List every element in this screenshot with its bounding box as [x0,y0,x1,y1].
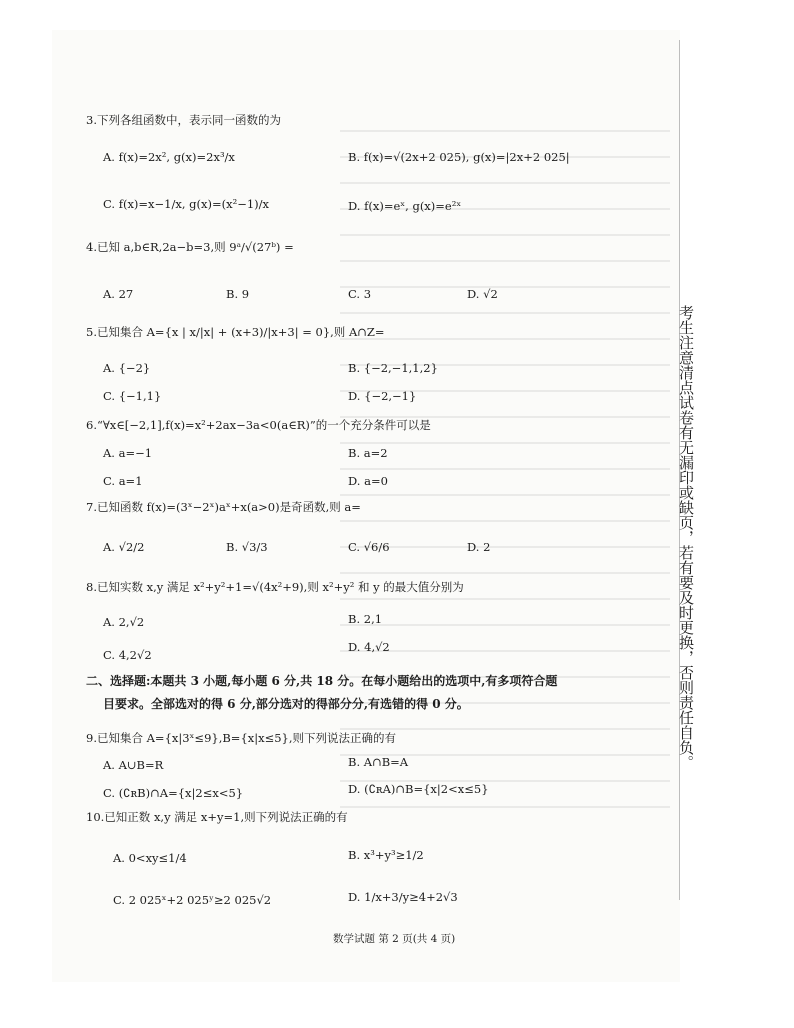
q8-option-b: B. 2,1 [348,612,383,626]
q9-option-d: D. (∁ʀA)∩B={x|2<x≤5} [348,782,489,796]
q5-option-d: D. {−2,−1} [348,389,417,403]
q3-stem: 3.下列各组函数中，表示同一函数的为 [86,113,281,127]
q10-stem: 10.已知正数 x,y 满足 x+y=1,则下列说法正确的有 [86,810,348,824]
q3-option-a: A. f(x)=2x², g(x)=2x³/x [103,150,235,164]
q9-option-a: A. A∪B=R [103,758,164,772]
q4-option-b: B. 9 [226,287,250,301]
q3-option-b: B. f(x)=√(2x+2 025), g(x)=|2x+2 025| [348,150,570,164]
q6-option-b: B. a=2 [348,446,388,460]
section-2-heading: 二、选择题:本题共 3 小题,每小题 6 分,共 18 分。在每小题给出的选项中,有多项符合题 [86,674,558,688]
q6-option-a: A. a=−1 [103,446,153,460]
q10-option-c: C. 2 025ˣ+2 025ʸ≥2 025√2 [113,893,272,907]
bleed-through-text [340,112,670,832]
q8-option-c: C. 4,2√2 [103,648,152,662]
q8-option-a: A. 2,√2 [103,615,145,629]
q4-option-d: D. √2 [467,287,498,301]
q10-option-b: B. x³+y³≥1/2 [348,848,424,862]
q3-option-d: D. f(x)=eˣ, g(x)=e²ˣ [348,199,462,213]
q4-option-c: C. 3 [348,287,372,301]
q5-stem: 5.已知集合 A={x | x/|x| + (x+3)/|x+3| = 0},则 A∩Z= [86,325,385,339]
q10-option-d: D. 1/x+3/y≥4+2√3 [348,890,458,904]
page-footer: 数学试题 第 2 页(共 4 页) [333,933,456,945]
q7-option-d: D. 2 [467,540,491,554]
q6-option-d: D. a=0 [348,474,388,488]
q8-option-d: D. 4,√2 [348,640,390,654]
q4-stem: 4.已知 a,b∈R,2a−b=3,则 9ᵃ/√(27ᵇ) = [86,240,294,254]
q10-option-a: A. 0<xy≤1/4 [113,851,187,865]
q9-option-b: B. A∩B=A [348,755,409,769]
q7-stem: 7.已知函数 f(x)=(3ˣ−2ˣ)aˣ+x(a>0)是奇函数,则 a= [86,500,361,514]
q7-option-c: C. √6/6 [348,540,390,554]
side-notice: 考生注意清点试卷有无漏印或缺页，若有要及时更换，否则责任自负。 [677,305,695,770]
q7-option-a: A. √2/2 [103,540,145,554]
q5-option-a: A. {−2} [103,361,151,375]
q9-stem: 9.已知集合 A={x|3ˣ≤9},B={x|x≤5},则下列说法正确的有 [86,731,397,745]
q3-option-c: C. f(x)=x−1/x, g(x)=(x²−1)/x [103,197,269,211]
q7-option-b: B. √3/3 [226,540,268,554]
q8-stem: 8.已知实数 x,y 满足 x²+y²+1=√(4x²+9),则 x²+y² 和 y 的最大值分别为 [86,580,464,594]
q4-option-a: A. 27 [103,287,134,301]
q5-option-b: B. {−2,−1,1,2} [348,361,438,375]
q5-option-c: C. {−1,1} [103,389,162,403]
section-2-heading-cont: 目要求。全部选对的得 6 分,部分选对的得部分分,有选错的得 0 分。 [103,697,469,711]
q6-stem: 6.“∀x∈[−2,1],f(x)=x²+2ax−3a<0(a∈R)”的一个充分条件可以是 [86,418,431,432]
q9-option-c: C. (∁ʀB)∩A={x|2≤x<5} [103,786,244,800]
q6-option-c: C. a=1 [103,474,143,488]
